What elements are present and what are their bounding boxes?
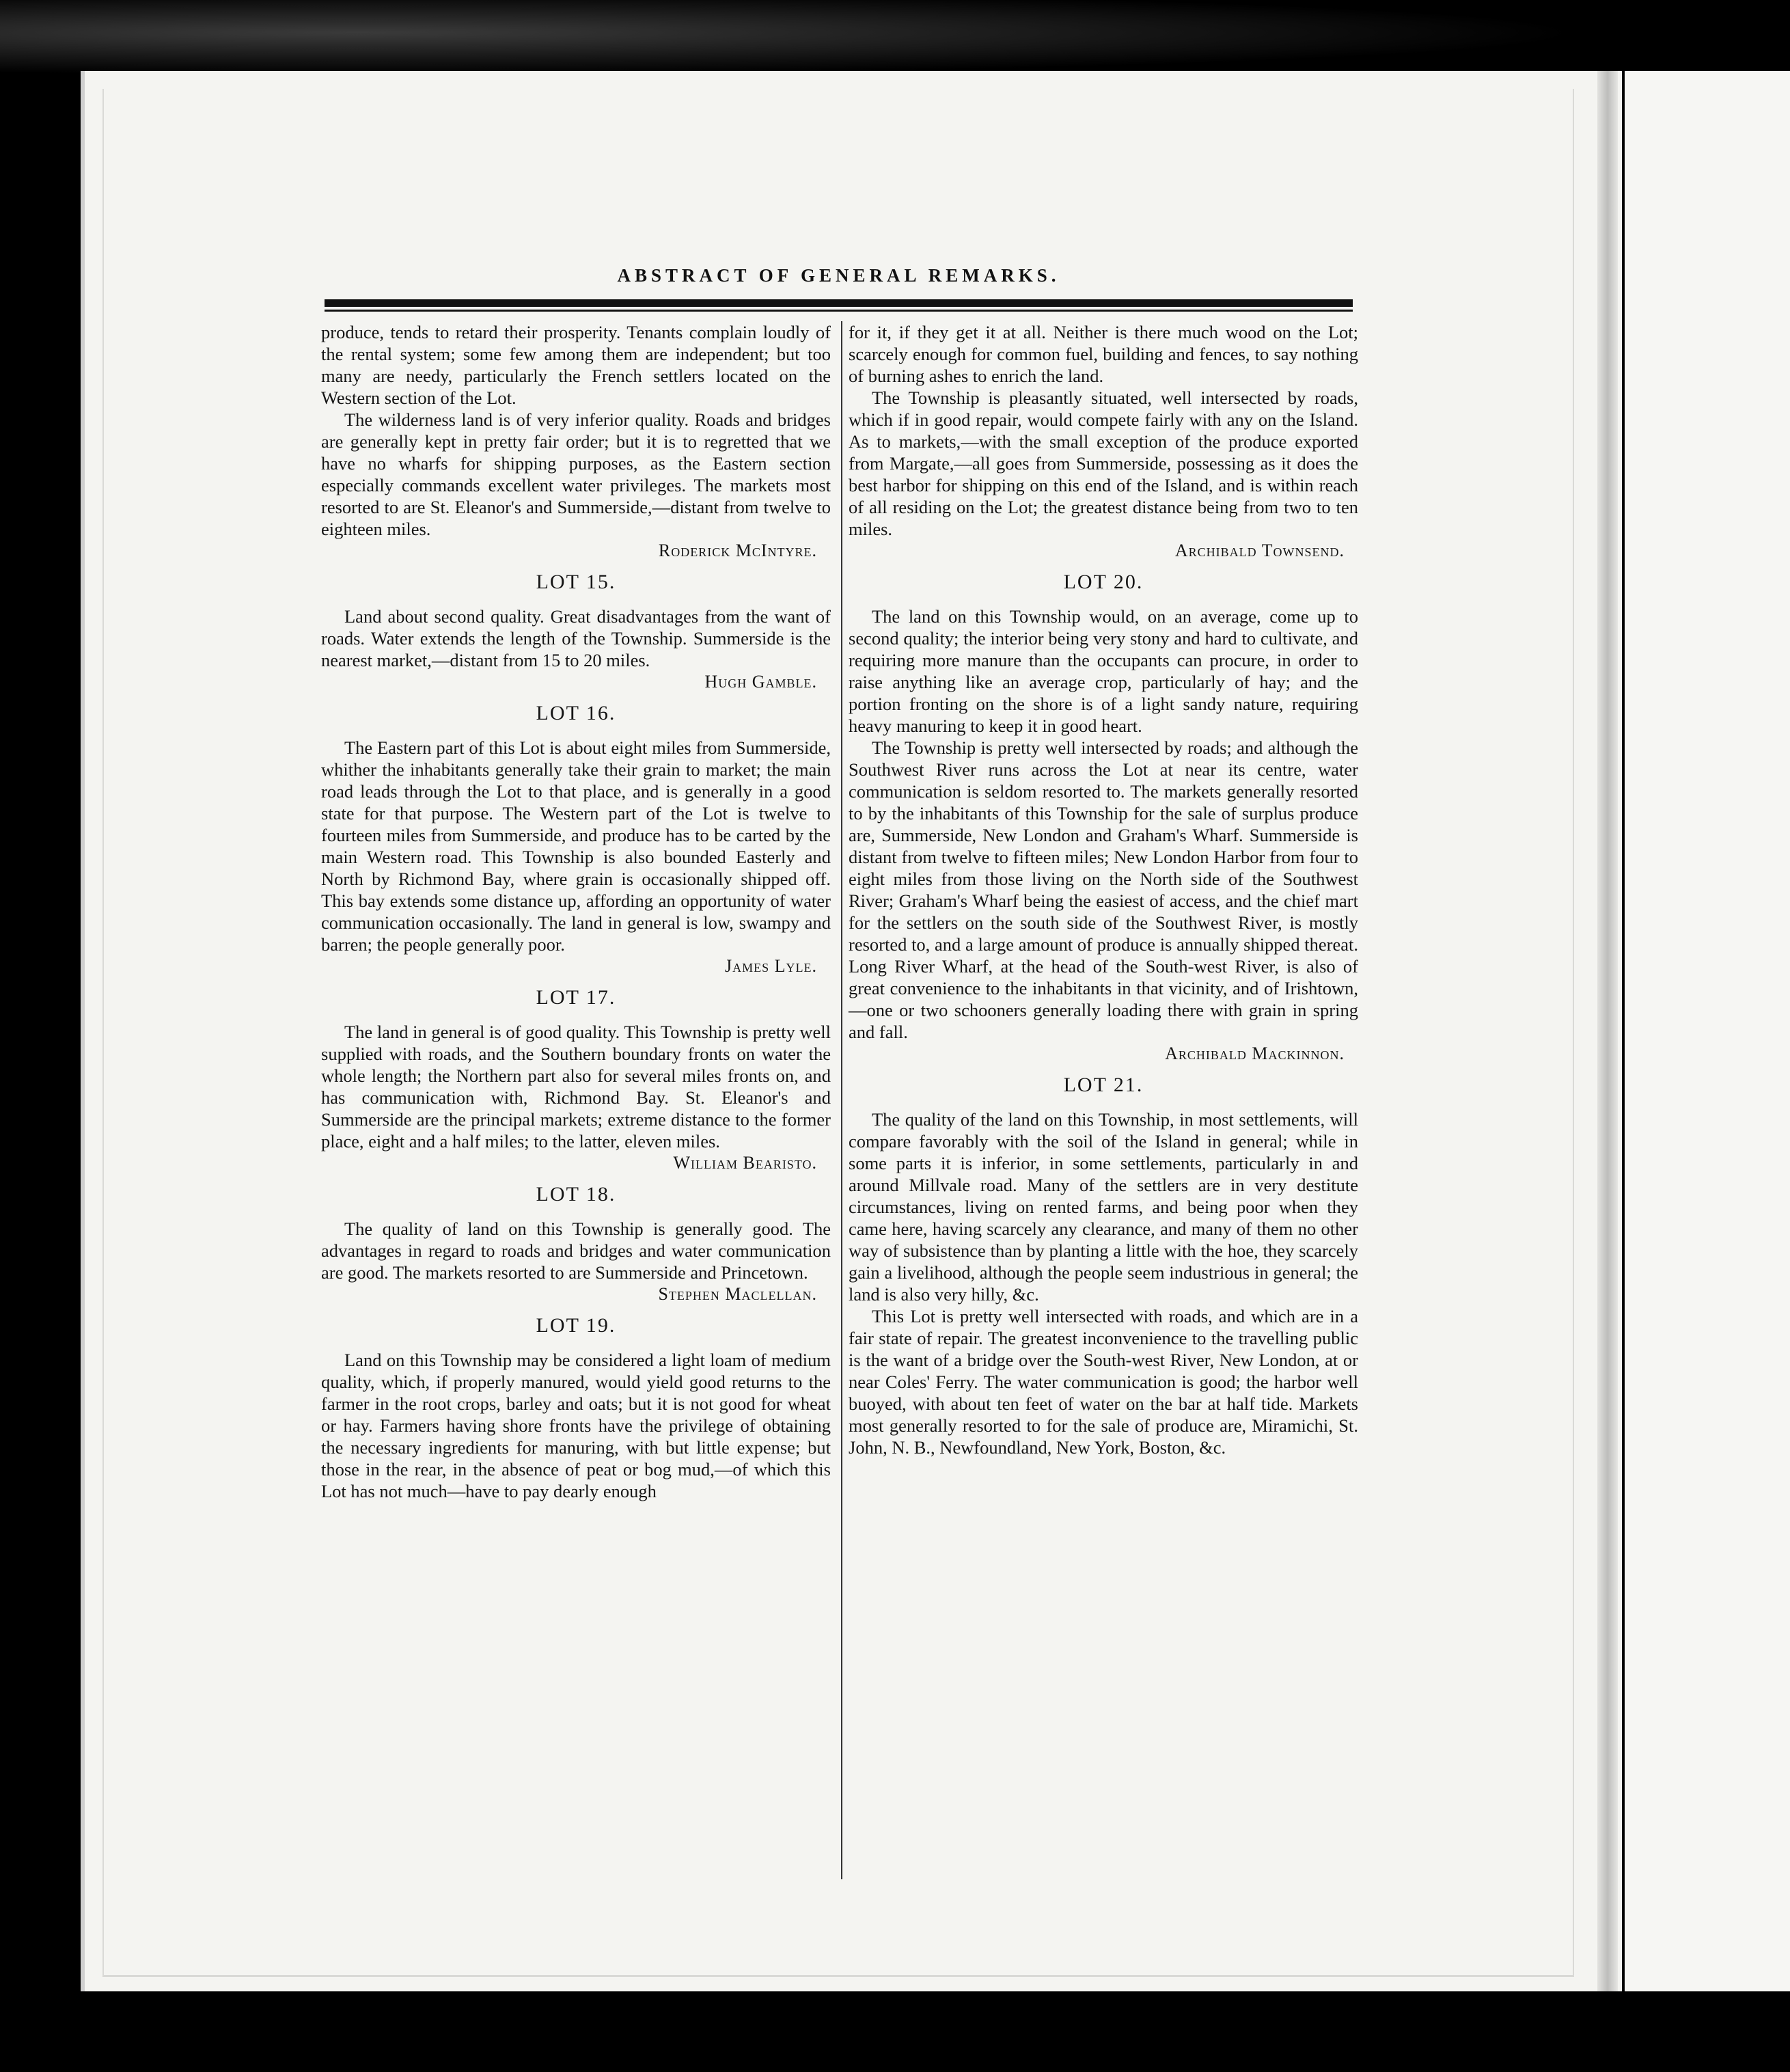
signature: James Lyle. [725,956,817,976]
signature: Roderick McIntyre. [658,541,817,560]
lot-heading: LOT 15. [536,571,616,593]
left-column [321,321,831,1502]
paragraph: The quality of the land on this Township, in most settlements, will compare favorably with the soil of the Island in general; while in some parts it is inferior, in some settlements, particularly in and around Millvale road. Many of the settlers are in very destitute circumstances, living on rented farms, and being poor when they came here, having scarcely any clearance, and many of them no other way of subsistence than by planting a little with the hoe, they scarcely gain a livelihood, although the people seem industrious in general; the land is also very hilly, &c. [849,1109,1358,1305]
paragraph: The wilderness land is of very inferior quality. Roads and bridges are generally kept in pretty fair order; but it is to regretted that we have no wharfs for shipping purposes, as the Eastern section especially commands excellent water privileges. The markets most resorted to are St. Eleanor's and Summerside,—distant from twelve to eighteen miles. [321,409,831,539]
signature: Hugh Gamble. [704,672,817,692]
paragraph: The quality of land on this Township is generally good. The advantages in regard to roads and bridges and water communication are good. The markets resorted to are Summerside and Princetown. [321,1218,831,1283]
column-divider [841,321,842,1879]
paragraph: This Lot is pretty well intersected with roads, and which are in a fair state of repair. The greatest inconvenience to the travelling public is the want of a bridge over the South-west River, New London, at or near Coles' Ferry. The water communication is good; the harbor well buoyed, with about ten feet of water on the bar at half tide. Markets most generally resorted to for the sale of produce are, Miramichi, St. John, N. B., Newfoundland, New York, Boston, &c. [849,1306,1358,1458]
paragraph: produce, tends to retard their prosperity. Tenants complain loudly of the rental system; some few among them are independent; but too many are needy, particularly the French settlers located on the Western section of the Lot. [321,322,831,408]
paragraph: The land on this Township would, on an average, come up to second quality; the interior being very stony and hard to cultivate, and requiring more manure than the occupants can procure, in order to raise anything like an average crop, particularly of hay; and the portion fronting on the shore is of a light sandy nature, requiring heavy manuring to keep it in good heart. [849,606,1358,736]
paragraph: for it, if they get it at all. Neither is there much wood on the Lot; scarcely enough for common fuel, building and fences, to say nothing of burning ashes to enrich the land. [849,322,1358,386]
signature: William Bearisto. [673,1153,817,1173]
header-rule-thick [325,299,1353,307]
lot-heading: LOT 21. [1063,1074,1144,1096]
signature: Archibald Mackinnon. [1165,1044,1345,1063]
signature: Stephen Maclellan. [658,1284,817,1304]
page-header: ABSTRACT OF GENERAL REMARKS. [617,265,1060,286]
lot-heading: LOT 19. [536,1314,616,1337]
lot-heading: LOT 18. [536,1183,616,1205]
lot-heading: LOT 17. [536,986,616,1009]
adjacent-page-edge [1625,71,1790,1991]
paragraph: The Township is pleasantly situated, well intersected by roads, which if in good repair, would compete fairly with any on the Island. As to markets,—with the small exception of the produce exported from Margate,—all goes from Summerside, possessing as it does the best harbor for shipping on this end of the Island, and is within reach of all residing on the Lot; the greatest distance being from two to ten miles. [849,387,1358,539]
lot-heading: LOT 16. [536,702,616,724]
lot-heading: LOT 20. [1063,571,1144,593]
scan-background [0,0,1790,82]
paragraph: Land about second quality. Great disadvantages from the want of roads. Water extends the length of the Township. Summerside is the nearest market,—distant from 15 to 20 miles. [321,606,831,670]
paragraph: The land in general is of good quality. This Township is pretty well supplied with roads, and the Southern boundary fronts on water the whole length; the Northern part also for several miles fronts on, and has communication with, Richmond Bay. St. Eleanor's and Summerside are the principal markets; extreme distance to the former place, eight and a half miles; to the latter, eleven miles. [321,1022,831,1151]
paragraph: The Township is pretty well intersected by roads; and although the Southwest River runs across the Lot at near its centre, water communication is seldom resorted to. The markets generally resorted to by the inhabitants of this Township for the sale of surplus produce are, Summerside, New London and Graham's Wharf. Summerside is distant from twelve to fifteen miles; New London Harbor from four to eight miles from those living on the North side of the Southwest River; Graham's Wharf being the easiest of access, and the chief mart for the settlers on the south side of the Southwest River, is mostly resorted to, and a large amount of produce is annually shipped thereat. Long River Wharf, at the head of the South-west River, is also of great convenience to the inhabitants in that vicinity, and of Irishtown,—one or two schooners generally loading there with grain in spring and fall. [849,737,1358,1042]
page-crease [1597,71,1618,1991]
paragraph: Land on this Township may be considered a light loam of medium quality, which, if properly manured, would yield good returns to the farmer in the root crops, barley and oats; but it is not good for wheat or hay. Farmers having shore fronts have the privilege of obtaining the necessary ingredients for manuring, with but little expense; but those in the rear, in the absence of peat or bog mud,—of which this Lot has not much—have to pay dearly enough [321,1350,831,1501]
header-rule-thin [325,310,1353,312]
signature: Archibald Townsend. [1174,541,1345,560]
right-column [849,321,1358,1458]
paragraph: The Eastern part of this Lot is about eight miles from Summerside, whither the inhabitants generally take their grain to market; the main road leads through the Lot to that place, and is generally in a good state for that purpose. The Western part of the Lot is twelve to fourteen miles from Summerside, and produce has to be carted by the main Western road. This Township is also bounded Easterly and North by Richmond Bay, where grain is occasionally shipped off. This bay extends some distance up, affording an opportunity of water communication occasionally. The land in general is low, swampy and barren; the people generally poor. [321,737,831,955]
